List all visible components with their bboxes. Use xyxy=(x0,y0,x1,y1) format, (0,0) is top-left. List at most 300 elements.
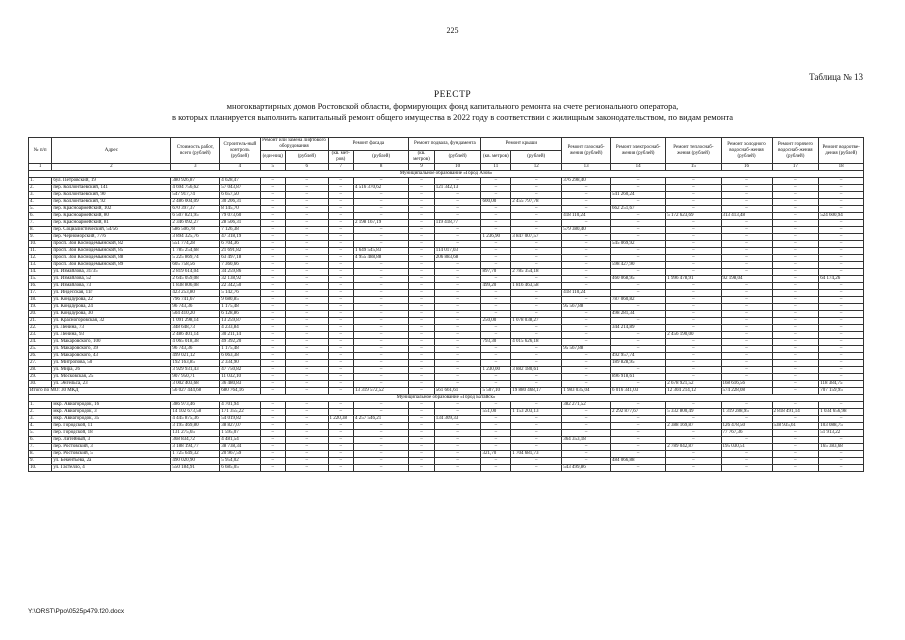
value-cell: – xyxy=(666,465,721,472)
address-cell: пер. Красноармейский, 80 xyxy=(52,213,171,220)
row-number: 27. xyxy=(29,360,52,367)
value-cell: 2 789 042,87 xyxy=(666,444,721,451)
value-cell: 3 882 180,61 xyxy=(511,367,562,374)
value-cell: – xyxy=(328,458,353,465)
row-number: 2. xyxy=(29,409,52,416)
value-cell: – xyxy=(819,199,864,206)
value-cell: 386 973,46 xyxy=(171,402,220,409)
value-cell: – xyxy=(511,262,562,269)
value-cell: – xyxy=(434,437,481,444)
value-cell: 4 065 018,38 xyxy=(171,339,220,346)
value-cell: – xyxy=(260,290,285,297)
value-cell: – xyxy=(286,360,328,367)
value-cell: 545 069,92 xyxy=(611,241,666,248)
address-cell: ул. Измайлова, 73 xyxy=(52,283,171,290)
value-cell: – xyxy=(286,290,328,297)
row-number: 15. xyxy=(29,276,52,283)
value-cell: 20 967,59 xyxy=(220,451,260,458)
value-cell: – xyxy=(721,360,772,367)
value-cell: – xyxy=(819,416,864,423)
value-cell: – xyxy=(434,465,481,472)
row-number: 14. xyxy=(29,269,52,276)
value-cell: – xyxy=(328,311,353,318)
value-cell: – xyxy=(286,374,328,381)
value-cell: – xyxy=(721,297,772,304)
value-cell: 36 480,83 xyxy=(220,381,260,388)
value-cell: – xyxy=(611,444,666,451)
value-cell: 49 392,20 xyxy=(220,339,260,346)
value-cell: – xyxy=(666,283,721,290)
value-cell: 579 380,40 xyxy=(562,227,611,234)
table-row xyxy=(29,220,864,227)
subheader-sqm: (кв. мет-ров) xyxy=(328,151,353,164)
value-cell: 504 410,20 xyxy=(171,311,220,318)
value-cell: – xyxy=(819,465,864,472)
table-row xyxy=(29,178,864,185)
value-cell: – xyxy=(409,192,434,199)
value-cell: – xyxy=(772,262,819,269)
value-cell: – xyxy=(481,297,511,304)
value-cell: 498 281,34 xyxy=(611,311,666,318)
value-cell: – xyxy=(409,318,434,325)
value-cell: – xyxy=(666,220,721,227)
value-cell: – xyxy=(328,241,353,248)
header-control: Строитель-ный контроль (рублей) xyxy=(220,138,260,164)
value-cell: 1 725 649,32 xyxy=(171,451,220,458)
value-cell: – xyxy=(354,437,409,444)
value-cell: – xyxy=(328,227,353,234)
row-number: 11. xyxy=(29,248,52,255)
value-cell: – xyxy=(721,465,772,472)
value-cell: – xyxy=(260,311,285,318)
table-label: Таблица № 13 xyxy=(809,72,863,82)
address-cell: ул. Макаровского, 100 xyxy=(52,339,171,346)
value-cell: – xyxy=(772,220,819,227)
value-cell: – xyxy=(772,234,819,241)
value-cell: – xyxy=(511,353,562,360)
value-cell: 192 163,85 xyxy=(171,360,220,367)
value-cell: – xyxy=(819,360,864,367)
value-cell: – xyxy=(481,346,511,353)
table-row xyxy=(29,269,864,276)
value-cell: – xyxy=(260,241,285,248)
address-cell: пер. Красноармейский, 81 xyxy=(52,220,171,227)
row-number: 3. xyxy=(29,192,52,199)
table-row xyxy=(29,234,864,241)
value-cell: – xyxy=(328,234,353,241)
value-cell: 3 195 469,80 xyxy=(171,423,220,430)
value-cell: 1 838 806,08 xyxy=(171,283,220,290)
value-cell: – xyxy=(562,234,611,241)
value-cell: – xyxy=(562,199,611,206)
table-row xyxy=(29,346,864,353)
value-cell: – xyxy=(434,311,481,318)
value-cell: – xyxy=(666,451,721,458)
value-cell: – xyxy=(819,241,864,248)
value-cell: – xyxy=(354,199,409,206)
total-value-cell: 707 159,95 xyxy=(819,388,864,395)
value-cell: – xyxy=(354,402,409,409)
value-cell: – xyxy=(562,192,611,199)
value-cell: – xyxy=(286,311,328,318)
value-cell: – xyxy=(354,283,409,290)
value-cell: – xyxy=(562,367,611,374)
value-cell: – xyxy=(286,192,328,199)
value-cell: 64 174,26 xyxy=(819,276,864,283)
value-cell: – xyxy=(611,283,666,290)
table-row xyxy=(29,311,864,318)
value-cell: – xyxy=(666,304,721,311)
value-cell: – xyxy=(772,269,819,276)
value-cell: – xyxy=(354,269,409,276)
value-cell: – xyxy=(721,185,772,192)
address-cell: ул. Красногоровская, 32 xyxy=(52,318,171,325)
value-cell: – xyxy=(434,241,481,248)
value-cell: – xyxy=(666,206,721,213)
value-cell: – xyxy=(286,213,328,220)
value-cell: – xyxy=(434,283,481,290)
column-number: 9 xyxy=(409,164,434,171)
value-cell: 313 413,48 xyxy=(721,213,772,220)
value-cell: – xyxy=(286,248,328,255)
value-cell: – xyxy=(260,325,285,332)
row-number: 13. xyxy=(29,262,52,269)
value-cell: – xyxy=(409,241,434,248)
value-cell: – xyxy=(772,192,819,199)
value-cell: – xyxy=(434,374,481,381)
value-cell: – xyxy=(611,185,666,192)
value-cell: – xyxy=(562,283,611,290)
title-line-1: РЕЕСТР xyxy=(433,90,472,100)
value-cell: – xyxy=(286,353,328,360)
row-number: 2. xyxy=(29,185,52,192)
value-cell: – xyxy=(409,367,434,374)
column-number: 6 xyxy=(286,164,328,171)
value-cell: – xyxy=(562,311,611,318)
value-cell: – xyxy=(481,213,511,220)
section-title: Муниципальное образование «Город Азов» xyxy=(29,171,864,178)
value-cell: 380 926,87 xyxy=(171,178,220,185)
value-cell: – xyxy=(481,227,511,234)
value-cell: – xyxy=(354,381,409,388)
value-cell: – xyxy=(328,192,353,199)
value-cell: 4 481,54 xyxy=(220,437,260,444)
value-cell: – xyxy=(611,234,666,241)
value-cell: 484 066,88 xyxy=(611,458,666,465)
value-cell: – xyxy=(434,276,481,283)
table-row xyxy=(29,409,864,416)
value-cell: – xyxy=(260,262,285,269)
value-cell: – xyxy=(481,276,511,283)
value-cell: 2 346 092,27 xyxy=(171,220,220,227)
table-row xyxy=(29,465,864,472)
value-cell: – xyxy=(481,374,511,381)
value-cell: – xyxy=(286,346,328,353)
value-cell: 1 153 203,13 xyxy=(511,409,562,416)
value-cell: – xyxy=(286,234,328,241)
total-label: Итого по МО: 30 МКД xyxy=(29,388,171,395)
value-cell: – xyxy=(666,290,721,297)
value-cell: 586 506,78 xyxy=(171,227,220,234)
value-cell: 114 017,03 xyxy=(434,248,481,255)
value-cell: 6 063,38 xyxy=(220,353,260,360)
value-cell: 2 486 004,09 xyxy=(171,199,220,206)
table-row xyxy=(29,325,864,332)
value-cell: – xyxy=(721,339,772,346)
value-cell: – xyxy=(434,402,481,409)
value-cell: – xyxy=(409,206,434,213)
value-cell: – xyxy=(772,248,819,255)
value-cell: – xyxy=(354,297,409,304)
value-cell: – xyxy=(666,255,721,262)
value-cell: – xyxy=(772,332,819,339)
total-value-cell: 5 507,10 xyxy=(481,388,511,395)
value-cell: 13 259,87 xyxy=(220,318,260,325)
value-cell: – xyxy=(666,262,721,269)
value-cell: – xyxy=(721,451,772,458)
value-cell: – xyxy=(328,381,353,388)
table-row xyxy=(29,192,864,199)
value-cell: – xyxy=(354,276,409,283)
value-cell: – xyxy=(354,206,409,213)
value-cell: – xyxy=(409,346,434,353)
header-address: Адрес xyxy=(52,138,171,164)
table-row xyxy=(29,353,864,360)
table-row xyxy=(29,374,864,381)
value-cell: – xyxy=(354,367,409,374)
value-cell: – xyxy=(286,220,328,227)
value-cell: – xyxy=(354,451,409,458)
value-cell: – xyxy=(328,402,353,409)
value-cell: – xyxy=(328,318,353,325)
value-cell: – xyxy=(819,339,864,346)
value-cell: – xyxy=(611,437,666,444)
value-cell: 3 894 325,76 xyxy=(171,234,220,241)
value-cell: – xyxy=(286,444,328,451)
address-cell: пер. Ростовский, 5 xyxy=(52,451,171,458)
table-row xyxy=(29,248,864,255)
value-cell: – xyxy=(819,325,864,332)
value-cell: – xyxy=(666,346,721,353)
value-cell: 4 233,84 xyxy=(220,325,260,332)
value-cell: 1 175,48 xyxy=(220,304,260,311)
row-number: 17. xyxy=(29,290,52,297)
value-cell: – xyxy=(260,437,285,444)
value-cell: – xyxy=(286,332,328,339)
value-cell: 134 309,33 xyxy=(434,416,481,423)
value-cell: – xyxy=(772,304,819,311)
value-cell: – xyxy=(721,325,772,332)
value-cell: – xyxy=(562,332,611,339)
value-cell: – xyxy=(409,227,434,234)
value-cell: – xyxy=(666,192,721,199)
value-cell: – xyxy=(562,353,611,360)
value-cell: – xyxy=(354,311,409,318)
value-cell: – xyxy=(562,220,611,227)
value-cell: – xyxy=(562,318,611,325)
value-cell: – xyxy=(511,325,562,332)
value-cell: – xyxy=(772,206,819,213)
value-cell: – xyxy=(721,402,772,409)
table-row xyxy=(29,367,864,374)
value-cell: 1 649 545,83 xyxy=(354,248,409,255)
value-cell: – xyxy=(286,283,328,290)
value-cell: 32 138,92 xyxy=(220,276,260,283)
value-cell: – xyxy=(481,248,511,255)
table-row xyxy=(29,444,864,451)
value-cell: – xyxy=(328,290,353,297)
value-cell: – xyxy=(260,416,285,423)
value-cell: – xyxy=(286,423,328,430)
value-cell: – xyxy=(260,430,285,437)
value-cell: 6 507 821,95 xyxy=(171,213,220,220)
header-num: № п/п xyxy=(29,138,52,164)
value-cell: – xyxy=(260,465,285,472)
total-value-cell: 13 319 572,52 xyxy=(354,388,409,395)
value-cell: – xyxy=(666,234,721,241)
row-number: 4. xyxy=(29,423,52,430)
title-line-3: в которых планируется выполнить капитальный ремонт общего имущества в 2022 году в соответствии с жилищным законодательством, по видам ремонта xyxy=(171,112,734,122)
address-cell: пер. Социалистический, 54/56 xyxy=(52,227,171,234)
value-cell: – xyxy=(772,360,819,367)
value-cell: 206 883,68 xyxy=(434,255,481,262)
value-cell: – xyxy=(409,178,434,185)
value-cell: – xyxy=(286,178,328,185)
value-cell: – xyxy=(409,444,434,451)
value-cell: – xyxy=(481,402,511,409)
value-cell: – xyxy=(721,346,772,353)
value-cell: 1 704 681,73 xyxy=(511,451,562,458)
value-cell: – xyxy=(409,339,434,346)
value-cell: – xyxy=(328,346,353,353)
value-cell: – xyxy=(819,227,864,234)
value-cell: – xyxy=(286,262,328,269)
value-cell: – xyxy=(666,430,721,437)
value-cell: – xyxy=(286,409,328,416)
value-cell: – xyxy=(562,241,611,248)
column-number: 13 xyxy=(562,164,611,171)
value-cell: – xyxy=(409,465,434,472)
address-cell: ул. Макаровского, 43 xyxy=(52,353,171,360)
value-cell: – xyxy=(481,458,511,465)
value-cell: – xyxy=(511,213,562,220)
row-number: 21. xyxy=(29,318,52,325)
value-cell: – xyxy=(611,227,666,234)
value-cell: 4 516 370,62 xyxy=(354,185,409,192)
value-cell: – xyxy=(666,339,721,346)
value-cell: – xyxy=(354,227,409,234)
value-cell: – xyxy=(354,178,409,185)
value-cell: – xyxy=(611,465,666,472)
address-cell: мкр. Авиагородок, 3 xyxy=(52,409,171,416)
registry-table xyxy=(28,137,864,472)
value-cell: – xyxy=(434,199,481,206)
value-cell: – xyxy=(666,269,721,276)
value-cell: – xyxy=(409,402,434,409)
value-cell: 541 260,24 xyxy=(611,192,666,199)
value-cell: 6 685,05 xyxy=(220,465,260,472)
value-cell: – xyxy=(260,444,285,451)
subheader-sqm: (кв. метров) xyxy=(481,151,511,164)
value-cell: 2 334,90 xyxy=(220,360,260,367)
address-cell: бул. Петровский, 19 xyxy=(52,178,171,185)
file-path-footer: Y:\ORST\Ppo\0525p479.f20.docx xyxy=(28,608,125,615)
value-cell: – xyxy=(721,290,772,297)
value-cell: – xyxy=(511,304,562,311)
value-cell: – xyxy=(772,283,819,290)
total-value-cell: 680 764,16 xyxy=(220,388,260,395)
value-cell: – xyxy=(772,416,819,423)
total-value-cell: – xyxy=(328,388,353,395)
value-cell: 796 741,67 xyxy=(171,297,220,304)
value-cell: – xyxy=(354,353,409,360)
value-cell: – xyxy=(409,409,434,416)
value-cell: – xyxy=(611,423,666,430)
value-cell: 5 142,76 xyxy=(220,290,260,297)
value-cell: – xyxy=(611,178,666,185)
value-cell: – xyxy=(721,353,772,360)
value-cell: – xyxy=(409,423,434,430)
value-cell: – xyxy=(772,325,819,332)
value-cell: 499 021,12 xyxy=(171,353,220,360)
value-cell: 418 110,24 xyxy=(562,290,611,297)
value-cell: – xyxy=(562,451,611,458)
value-cell: – xyxy=(819,304,864,311)
value-cell: 47 318,19 xyxy=(220,234,260,241)
table-row xyxy=(29,402,864,409)
table-row xyxy=(29,241,864,248)
address-cell: ул. Измайлова, 52 xyxy=(52,276,171,283)
value-cell: – xyxy=(666,437,721,444)
value-cell: – xyxy=(721,318,772,325)
value-cell: – xyxy=(481,465,511,472)
address-cell: пер. Городской, 11 xyxy=(52,423,171,430)
value-cell: – xyxy=(328,178,353,185)
value-cell: – xyxy=(611,248,666,255)
value-cell: – xyxy=(511,332,562,339)
header-facade: Ремонт фасада xyxy=(328,138,409,151)
value-cell: – xyxy=(481,416,511,423)
column-number: 3 xyxy=(171,164,220,171)
row-number: 20. xyxy=(29,311,52,318)
total-value-cell: – xyxy=(409,388,434,395)
value-cell: – xyxy=(409,234,434,241)
value-cell: 2 678 921,52 xyxy=(666,381,721,388)
value-cell: – xyxy=(511,178,562,185)
value-cell: – xyxy=(772,402,819,409)
value-cell: – xyxy=(434,346,481,353)
value-cell: – xyxy=(328,262,353,269)
value-cell: – xyxy=(286,465,328,472)
value-cell: – xyxy=(511,360,562,367)
value-cell: – xyxy=(481,332,511,339)
address-cell: ул. Кондаурова, 24 xyxy=(52,304,171,311)
value-cell: – xyxy=(772,311,819,318)
value-cell: – xyxy=(260,339,285,346)
value-cell: – xyxy=(434,451,481,458)
value-cell: – xyxy=(434,304,481,311)
column-number: 17 xyxy=(772,164,819,171)
value-cell: 423 253,80 xyxy=(171,290,220,297)
table-row xyxy=(29,276,864,283)
table-row xyxy=(29,255,864,262)
value-cell: 2 486 401,14 xyxy=(171,332,220,339)
row-number: 22. xyxy=(29,325,52,332)
value-cell: – xyxy=(260,206,285,213)
value-cell: 38 738,34 xyxy=(220,444,260,451)
value-cell: – xyxy=(328,444,353,451)
value-cell: – xyxy=(354,318,409,325)
